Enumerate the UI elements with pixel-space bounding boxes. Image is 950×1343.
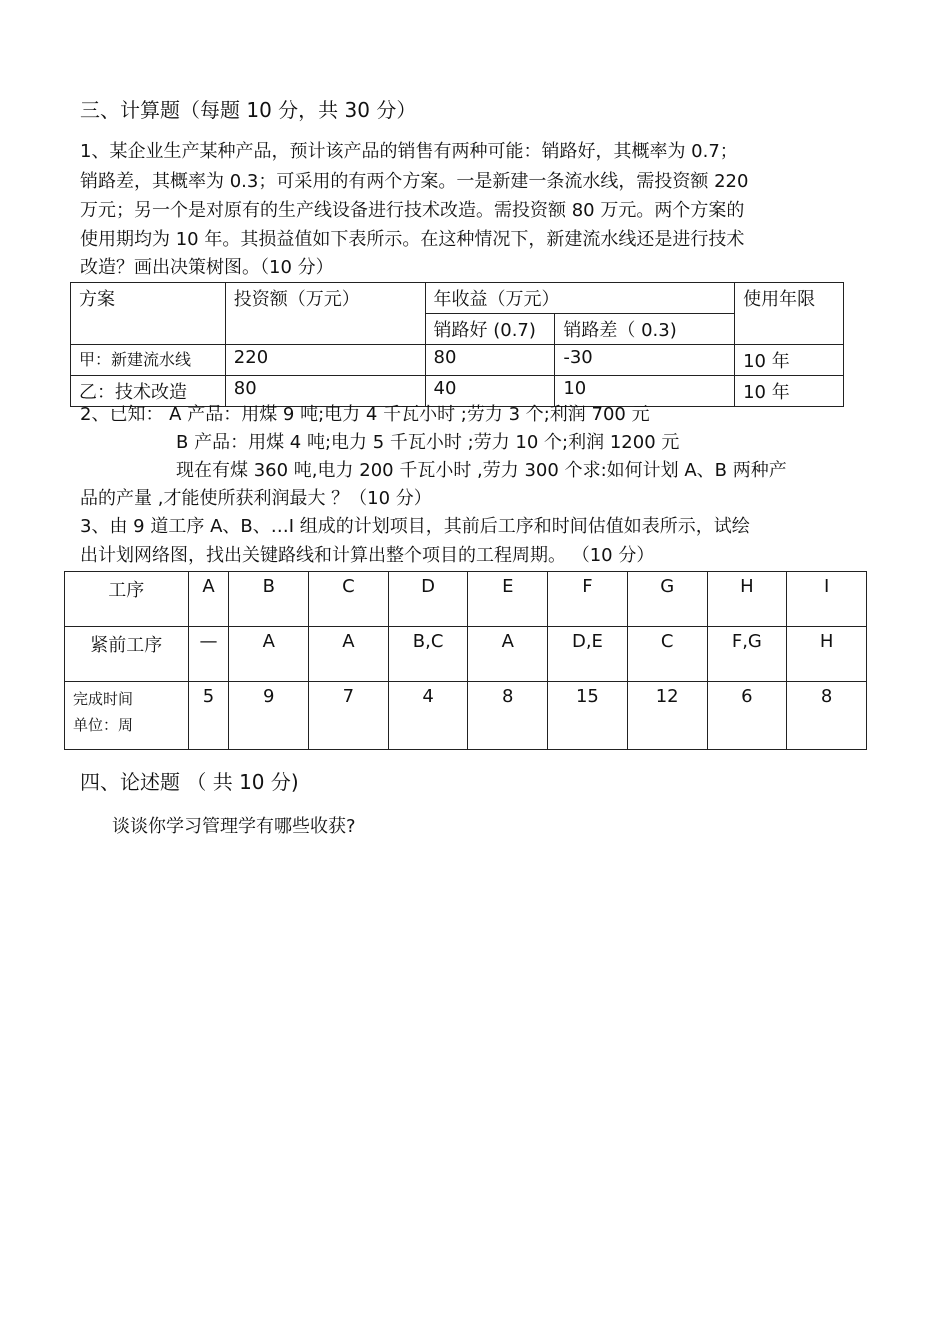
predecessor-row — [65, 627, 867, 682]
duration-cell: 8 — [787, 682, 867, 750]
th-good: 销路好 (0.7) — [425, 314, 555, 345]
th-invest: 投资额（万元） — [225, 283, 425, 345]
q2-line-2: B 产品：用煤 4 吨;电力 5 千瓦小时 ;劳力 10 个;利润 1200 元 — [176, 432, 680, 453]
q2-line-3: 现在有煤 360 吨,电力 200 千瓦小时 ,劳力 300 个求:如何计划 A、B 两种产 — [176, 460, 787, 481]
cell-good: 80 — [425, 345, 555, 376]
task-cell: I — [787, 572, 867, 627]
section3-title: 三、计算题（每题 10 分，共 30 分） — [80, 98, 417, 122]
duration-cell: 9 — [229, 682, 309, 750]
cell-good: 40 — [425, 376, 555, 407]
table-row — [71, 345, 844, 376]
q3-line-1: 3、由 9 道工序 A、B、…I 组成的计划项目，其前后工序和时间估值如表所示，试绘 — [80, 516, 750, 537]
q1-line-3: 万元；另一个是对原有的生产线设备进行技术改造。需投资额 80 万元。两个方案的 — [80, 200, 745, 221]
q3-table — [64, 571, 867, 750]
cell-years: 10 年 — [735, 376, 844, 407]
predecessor-cell: C — [627, 627, 707, 682]
cell-bad: -30 — [555, 345, 735, 376]
duration-cell: 5 — [188, 682, 229, 750]
q1-line-4: 使用期均为 10 年。其损益值如下表所示。在这种情况下，新建流水线还是进行技术 — [80, 229, 745, 250]
predecessor-cell: B,C — [388, 627, 468, 682]
label-task: 工序 — [65, 572, 189, 627]
duration-cell: 15 — [548, 682, 628, 750]
cell-invest: 80 — [225, 376, 425, 407]
q2-line-1: 2、已知： A 产品：用煤 9 吨;电力 4 千瓦小时 ;劳力 3 个;利润 700 元 — [80, 404, 650, 425]
cell-invest: 220 — [225, 345, 425, 376]
section4-title: 四、论述题 （ 共 10 分) — [80, 770, 299, 794]
label-predecessor: 紧前工序 — [65, 627, 189, 682]
task-cell: B — [229, 572, 309, 627]
duration-cell: 6 — [707, 682, 787, 750]
cell-plan: 乙：技术改造 — [71, 376, 226, 407]
cell-plan: 甲：新建流水线 — [71, 345, 226, 376]
duration-cell: 12 — [627, 682, 707, 750]
q1-line-1: 1、某企业生产某种产品，预计该产品的销售有两种可能：销路好，其概率为 0.7； — [80, 141, 738, 162]
cell-bad: 10 — [555, 376, 735, 407]
predecessor-cell: A — [229, 627, 309, 682]
task-cell: A — [188, 572, 229, 627]
predecessor-cell: H — [787, 627, 867, 682]
q1-line-2: 销路差，其概率为 0.3；可采用的有两个方案。一是新建一条流水线，需投资额 220 — [80, 171, 749, 192]
section4-question: 谈谈你学习管理学有哪些收获? — [112, 816, 356, 837]
task-cell: E — [468, 572, 548, 627]
duration-cell: 4 — [388, 682, 468, 750]
predecessor-cell: A — [468, 627, 548, 682]
duration-cell: 7 — [309, 682, 389, 750]
task-cell: D — [388, 572, 468, 627]
th-plan: 方案 — [71, 283, 226, 345]
predecessor-cell: — — [188, 627, 229, 682]
duration-cell: 8 — [468, 682, 548, 750]
th-bad: 销路差（ 0.3) — [555, 314, 735, 345]
duration-row — [65, 682, 867, 750]
q3-line-2: 出计划网络图，找出关键路线和计算出整个项目的工程周期。 （10 分） — [80, 545, 655, 566]
label-duration-a: 完成时间 — [73, 690, 134, 708]
task-cell: H — [707, 572, 787, 627]
label-duration-b: 单位：周 — [73, 716, 134, 734]
q1-table — [70, 282, 844, 407]
predecessor-cell: D,E — [548, 627, 628, 682]
cell-years: 10 年 — [735, 345, 844, 376]
th-income: 年收益（万元） — [425, 283, 735, 314]
task-cell: F — [548, 572, 628, 627]
th-years: 使用年限 — [735, 283, 844, 345]
predecessor-cell: A — [309, 627, 389, 682]
q1-line-5: 改造？画出决策树图。（10 分） — [80, 257, 334, 278]
predecessor-cell: F,G — [707, 627, 787, 682]
task-cell: C — [309, 572, 389, 627]
task-row — [65, 572, 867, 627]
task-cell: G — [627, 572, 707, 627]
label-duration — [65, 682, 189, 750]
q2-line-4: 品的产量 ,才能使所获利润最大 ？（10 分） — [80, 488, 432, 509]
